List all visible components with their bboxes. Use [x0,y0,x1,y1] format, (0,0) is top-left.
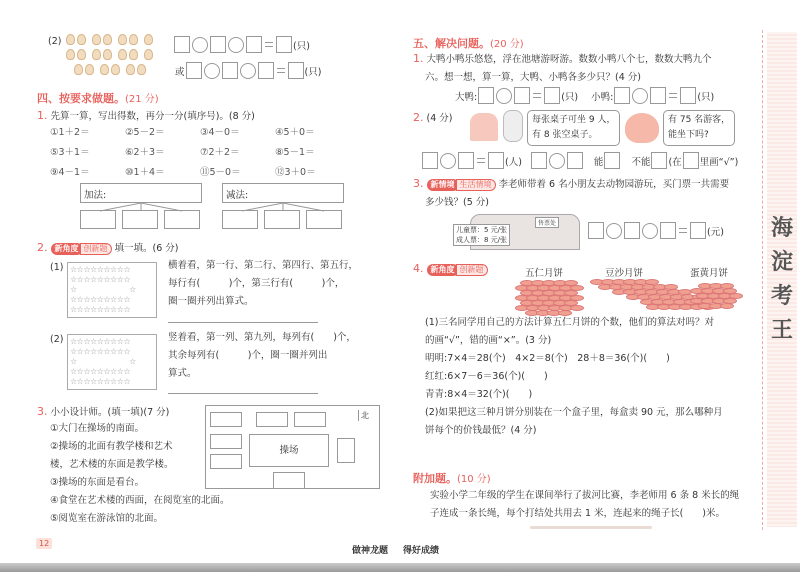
answer-box[interactable] [258,62,274,79]
q2-prompt: 2. 新角度 创新题 填一填。(6 分) [37,241,179,254]
answer-box[interactable] [186,62,202,79]
answer-box[interactable] [588,222,604,239]
ticket-equation: (元) [588,222,724,239]
rabbit-icon [144,34,153,45]
group-box[interactable] [80,210,116,229]
decorative-divider [530,526,652,529]
group-box[interactable] [164,210,200,229]
answer-box[interactable] [246,36,262,53]
map-slot[interactable] [210,434,242,449]
operator-circle[interactable] [632,88,648,104]
playground: 操场 [249,434,329,467]
section4-title: 四、按要求做题。(21 分) [37,92,159,105]
sub2-text: 竖着看，第一列、第九列，每列有( )个， 其余每列有( )个，圈一圈并列出 算式。 [168,332,356,379]
map-slot[interactable] [294,412,326,427]
page-number: 12 [36,538,52,549]
star-row: ☆☆☆☆☆☆☆☆☆ [70,265,131,274]
rabbit-icon [111,64,120,75]
answer-box[interactable] [422,152,438,169]
restaurant-icon [470,113,498,141]
cake-label-wuren: 五仁月饼 [525,268,564,279]
subtraction-box[interactable]: 减法: [222,183,344,203]
q1-prompt: 1. 先算一算，写出得数，再分一分(填序号)。(8 分) [37,109,255,122]
cut-line [762,30,763,530]
rabbit-icon [103,34,112,45]
calc-item[interactable]: ①1＋2＝ [50,127,90,138]
star-grid-1[interactable] [67,262,157,318]
operator-circle[interactable] [440,153,456,169]
star-grid-2[interactable] [67,334,157,390]
calc-item[interactable]: ⑩1＋4＝ [125,167,165,178]
q3-prompt: 3. 小小设计师。(填一填)(7 分) [37,405,170,418]
rabbit-icon [66,34,75,45]
can-checkbox[interactable] [604,152,620,169]
r-q2-label: 2. (4 分) [413,111,453,124]
prev-q2-label: (2) [48,36,62,47]
star-row: ☆☆☆☆☆☆☆☆☆ [70,377,131,386]
map-slot[interactable] [256,412,288,427]
map-slot[interactable] [210,412,242,427]
calc-item[interactable]: ④5＋0＝ [275,127,315,138]
answer-box[interactable] [478,87,494,104]
answer-box[interactable] [567,152,583,169]
star-row: ☆☆☆☆☆☆☆☆☆ [70,367,131,376]
star-row: ☆ ☆ [70,285,136,294]
operator-circle[interactable] [642,223,658,239]
answer-box[interactable] [174,36,190,53]
squirrel-icon [625,113,659,143]
answer-line[interactable] [168,322,318,323]
calc-item[interactable]: ⑦2＋2＝ [200,147,240,158]
operator-circle[interactable] [496,88,512,104]
answer-box[interactable] [488,152,504,169]
rabbit-icon [118,49,127,60]
rabbit-icon [103,49,112,60]
map-slot[interactable] [210,454,242,469]
calc-item[interactable]: ⑧5－1＝ [275,147,315,158]
rabbit-icon [118,34,127,45]
rabbit-icon [85,64,94,75]
calc-item[interactable]: ⑥2＋3＝ [125,147,165,158]
speech-bubble-bear: 每张桌子可坐 9 人， 有 8 张空桌子。 [527,110,620,146]
calc-item[interactable]: ⑨4－1＝ [50,167,90,178]
rabbit-icon [92,49,101,60]
addition-subboxes [80,210,200,229]
operator-circle[interactable] [549,153,565,169]
rabbit-icon [129,34,138,45]
rabbit-icon [100,64,109,75]
star-row: ☆☆☆☆☆☆☆☆☆ [70,347,131,356]
rabbit-icon [126,64,135,75]
map-slot[interactable] [337,438,355,463]
rabbit-icon [92,34,101,45]
operator-circle[interactable] [228,37,244,53]
bear-icon [503,110,523,142]
speech-bubble-squirrel: 有 75 名游客， 能坐下吗? [663,110,735,146]
north-indicator: 北 [358,410,369,421]
cannot-checkbox[interactable] [651,152,667,169]
addition-box[interactable]: 加法: [80,183,202,203]
star-row: ☆☆☆☆☆☆☆☆☆ [70,337,131,346]
rabbit-icon [66,49,75,60]
side-strip [767,32,797,527]
seat-equations: (人) 能 不能 (在 里画“√”) [422,152,738,169]
answer-box[interactable] [690,222,706,239]
answer-box[interactable] [210,36,226,53]
calc-item[interactable]: ⑤3＋1＝ [50,147,90,158]
answer-box[interactable] [624,222,640,239]
group-box[interactable] [306,210,342,229]
cake-label-dousha: 豆沙月饼 [605,268,644,279]
answer-box[interactable] [288,62,304,79]
bonus-text: 实验小学二年级的学生在课间举行了拔河比赛，李老师用 6 条 8 米长的绳 子连成一条长绳，每个打结处共用去 1 米，连起来的绳子长( )米。 [430,490,740,519]
operator-circle[interactable] [204,63,220,79]
answer-box[interactable] [614,87,630,104]
rabbit-icon [129,49,138,60]
footer-left: 做神龙题 [352,546,389,556]
operator-circle[interactable] [606,223,622,239]
footer-right: 得好成绩 [403,546,440,556]
cake-label-danhuang: 蛋黄月饼 [690,268,729,279]
calc-item[interactable]: ②5－2＝ [125,127,165,138]
q4-sub1: (1)三名同学用自己的方法计算五仁月饼的个数，他们的算法对吗？对 的画“√”，错的画“×”。(3 分) 明明:7×4＝28(个) 4×2＝8(个) 28＋8＝36(个)( ) 红红:6×7－6＝36(个)( ) 青青:8×4＝32(个)( ) (2)如果把这三种月饼分别装在一个盒子里，每盒卖 90 元，那么哪种月 饼每个的价钱最低？(4 分) [425,317,723,436]
sub1-text: 横着看，第一行、第二行、第四行、第五行， 每行有( )个，第三行有( )个， 圈一圈并列出算式。 [168,260,359,307]
r-q1-text: 1. 大鸭小鸭乐悠悠，浮在池塘游呀游。数数小鸭八个七，数数大鸭九个 六。想一想，算一算，大鸭、小鸭各多少只？(4 分) [413,52,712,83]
bonus-title: 附加题。(10 分) [413,472,491,485]
calc-item[interactable]: ⑪5－0＝ [200,167,241,178]
rabbit-icon [77,34,86,45]
price-board: 儿童票：5 元/张 成人票：8 元/张 [453,224,510,246]
answer-box[interactable] [514,87,530,104]
campus-map [205,405,380,489]
mooncake [720,303,734,309]
star-row: ☆☆☆☆☆☆☆☆☆ [70,275,131,284]
group-box[interactable] [264,210,300,229]
section5-title: 五、解决问题。(20 分) [413,37,524,50]
answer-box[interactable] [544,87,560,104]
mooncake [570,305,584,311]
answer-box[interactable] [276,36,292,53]
rabbit-pictures [66,34,170,82]
calc-item[interactable]: ③4－0＝ [200,127,240,138]
duck-equations: 大鸭: (只) 小鸭: (只) [455,87,714,104]
answer-box[interactable] [650,87,666,104]
sub2-label: (2) [50,334,64,345]
rabbit-icon [77,49,86,60]
unit-label: (只) [293,40,310,52]
star-row: ☆ ☆ [70,357,136,366]
r-q3-text: 3. 新情境 生活情境 李老师带着 6 名小朋友去动物园游玩，买门票一共需要 多少钱？(5 分) [413,177,730,208]
rabbit-icon [74,64,83,75]
star-row: ☆☆☆☆☆☆☆☆☆ [70,305,131,314]
answer-box[interactable] [531,152,547,169]
calc-grid [50,124,350,178]
map-slot[interactable] [273,472,305,489]
rabbit-icon [144,49,153,60]
answer-box[interactable] [680,87,696,104]
answer-box[interactable] [458,152,474,169]
operator-circle[interactable] [240,63,256,79]
unit-label: (只) [304,66,322,78]
group-box[interactable] [222,210,258,229]
q3-clues: ①大门在操场的南面。 ②操场的北面有教学楼和艺术 楼，艺术楼的东面是教学楼。 ③操场的东面是看台。 ④食堂在艺术楼的西面，在阅览室的北面。 ⑤阅览室在游泳馆的北面。 [50,423,230,524]
bottom-edge [0,563,800,572]
calc-item[interactable]: ⑫3＋0＝ [275,167,316,178]
answer-box[interactable] [222,62,238,79]
or-label: 或 [175,66,185,78]
r-q4-label: 4. 新角度 创新题 [413,262,488,276]
equation-row-1 [174,36,310,53]
hint-box [683,152,699,169]
answer-box[interactable] [660,222,676,239]
equation-row-2 [175,62,321,79]
star-row: ☆☆☆☆☆☆☆☆☆ [70,295,131,304]
rabbit-icon [137,64,146,75]
side-title: 海淀考王 [770,216,793,343]
operator-circle[interactable] [192,37,208,53]
group-box[interactable] [122,210,158,229]
subtraction-subboxes [222,210,342,229]
answer-line[interactable] [168,393,318,394]
sub1-label: (1) [50,262,64,273]
ticket-office-sign: 售票处 [535,217,559,228]
